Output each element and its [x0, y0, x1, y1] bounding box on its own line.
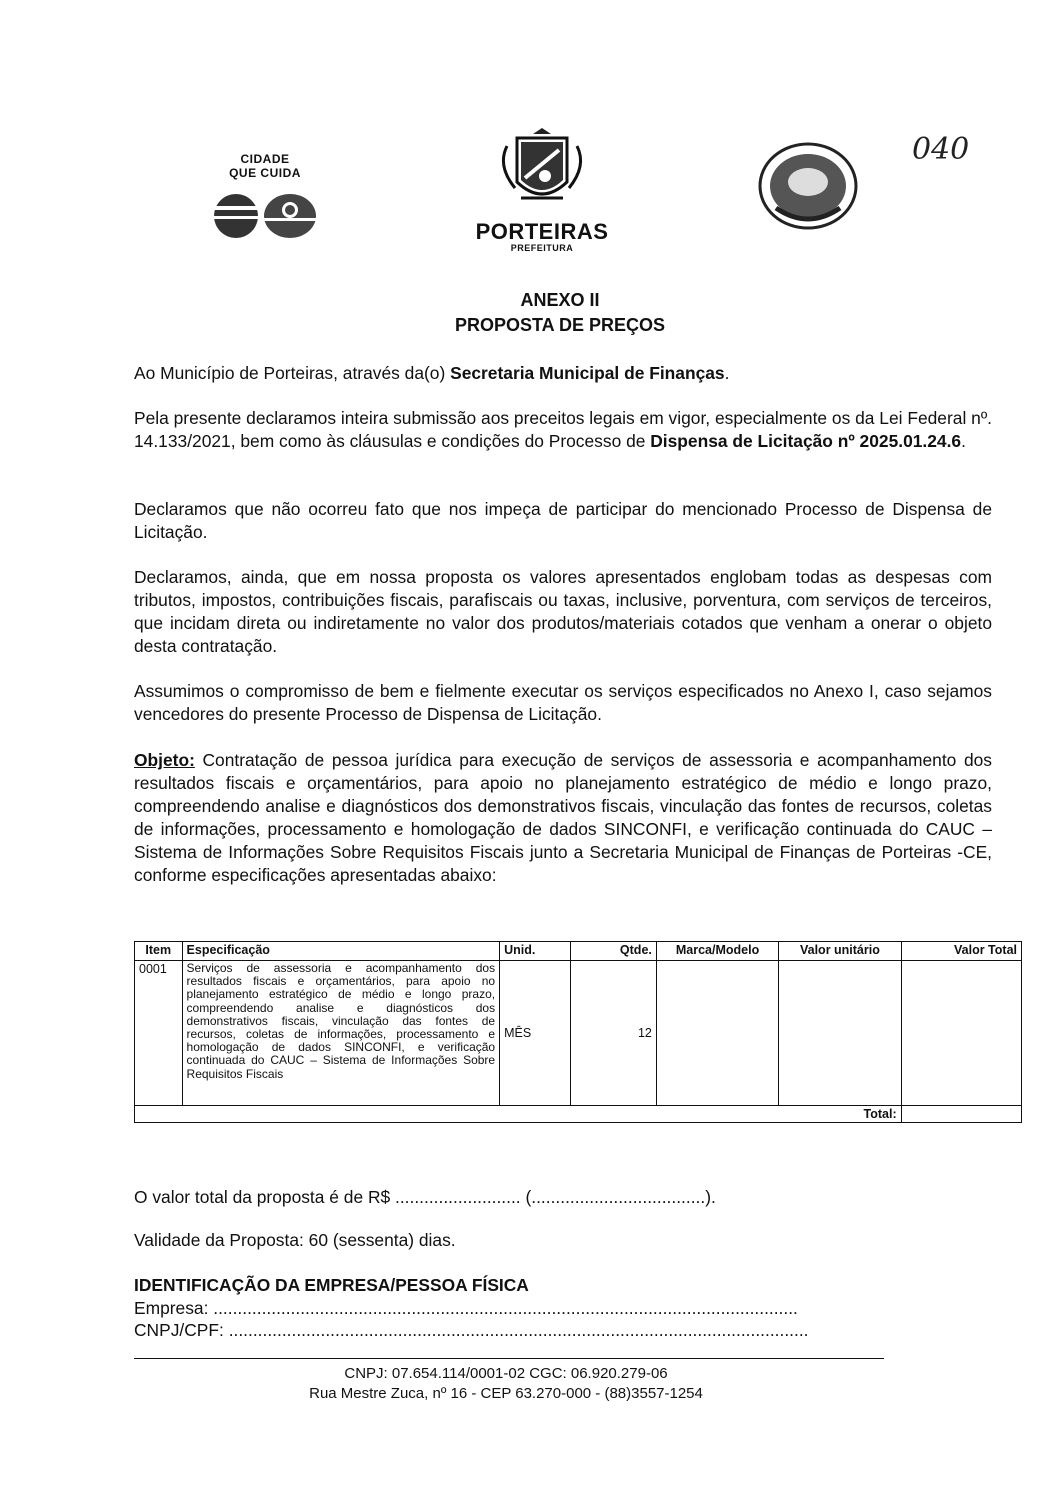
- porteiras-coat-of-arms-icon: [487, 126, 597, 212]
- p2-prefix: Pela presente declaramos inteira submissão aos preceitos legais em vigor, especialmente os da Lei Federal nº. 14.133/2021, bem como às cláusulas e condições do Processo de: [134, 408, 992, 451]
- footer-divider: [134, 1358, 884, 1359]
- handwritten-page-number: 040: [912, 132, 970, 167]
- total-value: [901, 1106, 1021, 1123]
- paragraph-declaration: [134, 407, 992, 453]
- cnpj-cpf-line: CNPJ/CPF: ........................................................................................................................: [134, 1320, 809, 1340]
- header-spec: Especificação: [182, 942, 500, 961]
- seal-icon: [756, 138, 860, 236]
- paragraph-commitment: Assumimos o compromisso de bem e fielmente executar os serviços especificados no Anexo I, caso sejamos vencedores do presente Processo de Dispensa de Licitação.: [134, 681, 992, 724]
- p2-bold: Dispensa de Licitação nº 2025.01.24.6: [650, 431, 962, 451]
- logo-text-line1: CIDADE: [240, 152, 290, 166]
- table-total-row: [135, 1106, 1022, 1123]
- header-unid: Unid.: [500, 942, 571, 961]
- cidade-que-cuida-logo: [210, 152, 320, 244]
- cell-item: 0001: [135, 961, 183, 1106]
- table-row: [135, 961, 1022, 1106]
- p1-prefix: Ao Município de Porteiras, através da(o): [134, 363, 451, 383]
- price-table: [134, 941, 1022, 1123]
- cell-qtde: 12: [570, 961, 656, 1106]
- cidade-logo-graphic: [210, 180, 320, 242]
- object-text: Contratação de pessoa jurídica para execução de serviços de assessoria e acompanhamento dos resultados fiscais e orçamentários, para apoio no planejamento estratégico de médio e longo prazo, compreendendo analise e diagnósticos dos demonstrativos fiscais, vinculação das fontes de recursos, coletas de informações, processamento e homologação de dados SINCONFI, e verificação continuada do CAUC – Sistema de Informações Sobre Requisitos Fiscais junto a Secretaria Municipal de Finanças de Porteiras -CE, conforme especificações apresentadas abaixo:: [134, 750, 992, 885]
- cell-unid: MÊS: [500, 961, 571, 1106]
- header-marca: Marca/Modelo: [656, 942, 778, 961]
- cell-spec: Serviços de assessoria e acompanhamento dos resultados fiscais e orçamentários, para apoio no planejamento estratégico de médio e longo prazo, compreendendo analise e diagnósticos dos demonstrativos fiscais, vinculação das fontes de recursos, coletas de informações, processamento e homologação de dados SINCONFI, e verificação continuada do CAUC – Sistema de Informações Sobre Requisitos Fiscais: [182, 961, 500, 1106]
- paragraph-no-impediment: Declaramos que não ocorreu fato que nos impeça de participar do mencionado Processo de Dispensa de Licitação.: [134, 499, 992, 542]
- paragraph-costs: Declaramos, ainda, que em nossa proposta os valores apresentados englobam todas as despesas com tributos, impostos, contribuições fiscais, parafiscais ou taxas, inclusive, porventura, com serviços de terceiros, que incidam direta ou indiretamente no valor dos produtos/materiais cotados que venham a onerar o objeto desta contratação.: [134, 567, 992, 656]
- annex-title: ANEXO II: [520, 290, 600, 310]
- logo-text-line2: QUE CUIDA: [229, 166, 301, 180]
- header-item: Item: [135, 942, 183, 961]
- header-valor-unitario: Valor unitário: [779, 942, 901, 961]
- p2-suffix: .: [961, 431, 966, 451]
- paragraph-object: [134, 749, 992, 887]
- company-line: Empresa: .........................................................................................................................: [134, 1298, 798, 1318]
- table-header-row: [135, 942, 1022, 961]
- object-label: Objeto:: [134, 750, 195, 770]
- paragraph-addressee: [134, 362, 992, 385]
- cell-valor-total: [901, 961, 1021, 1106]
- cell-marca: [656, 961, 778, 1106]
- identification-title: IDENTIFICAÇÃO DA EMPRESA/PESSOA FÍSICA: [134, 1275, 529, 1295]
- header-valor-total: Valor Total: [901, 942, 1021, 961]
- footer-cnpj: CNPJ: 07.654.114/0001-02 CGC: 06.920.279-06: [344, 1365, 668, 1382]
- municipal-seal: [756, 138, 860, 236]
- validity-line: Validade da Proposta: 60 (sessenta) dias.: [134, 1230, 456, 1250]
- header-qtde: Qtde.: [570, 942, 656, 961]
- footer-address: Rua Mestre Zuca, nº 16 - CEP 63.270-000 - (88)3557-1254: [309, 1385, 703, 1402]
- cell-valor-unitario: [779, 961, 901, 1106]
- logo-name: PORTEIRAS: [475, 219, 609, 244]
- proposal-title: PROPOSTA DE PREÇOS: [454, 315, 666, 335]
- porteiras-logo: [462, 126, 622, 258]
- p1-suffix: .: [724, 363, 730, 383]
- logo-subtitle: PREFEITURA: [510, 243, 574, 253]
- total-label: Total:: [135, 1106, 902, 1123]
- total-value-line: O valor total da proposta é de R$ .......................... (....................................).: [134, 1187, 716, 1207]
- p1-bold: Secretaria Municipal de Finanças: [450, 363, 725, 383]
